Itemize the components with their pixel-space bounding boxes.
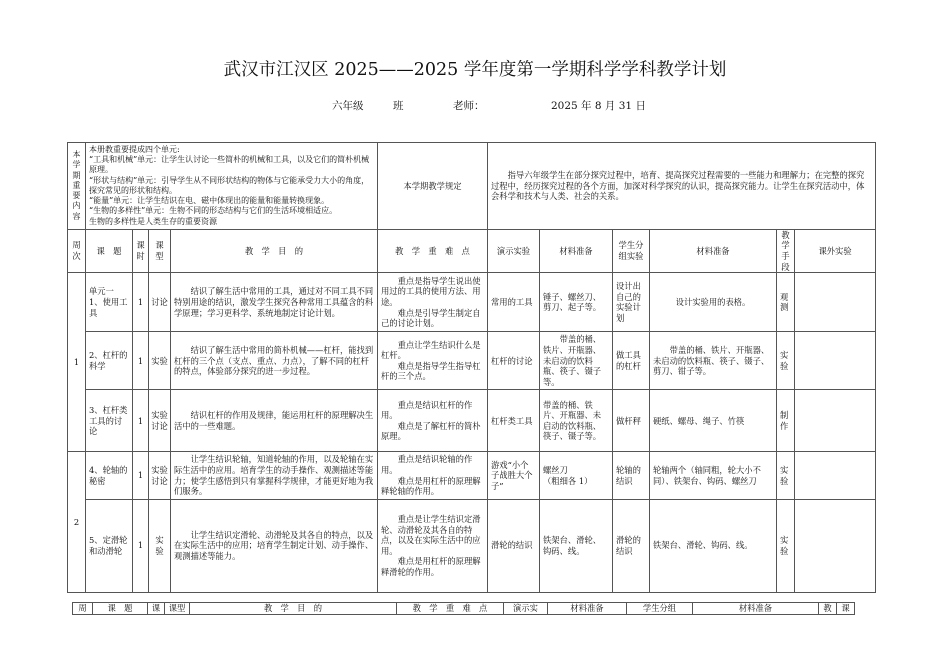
type-cell: 实验: [149, 499, 171, 592]
means-cell: 制作: [777, 390, 795, 452]
key-point: 难点是引导学生制定自己的讨论计划。: [381, 307, 481, 329]
header-week: 周次: [68, 229, 86, 272]
footer-header-cell: 教 学 重 难 点: [397, 603, 504, 615]
header-materials-2: 材料准备: [650, 229, 777, 272]
header-group-experiment: 学生分组实验: [613, 229, 650, 272]
table-row: [68, 499, 876, 592]
overview-label: 本学期重要内容: [68, 143, 86, 230]
extra-experiment-cell: [795, 390, 876, 452]
grade-label: 六年级: [332, 100, 364, 112]
header-hours: 课时: [133, 229, 149, 272]
extra-experiment-cell: [795, 499, 876, 592]
key-point: 难点是用杠杆的原理解释轮轴的作用。: [381, 475, 481, 497]
header-goal: 教 学 目 的: [171, 229, 378, 272]
footer-header-cell: 材料准备: [548, 603, 627, 615]
extra-experiment-cell: [795, 332, 876, 390]
hours-cell: 1: [133, 390, 149, 452]
footer-header-cell: 教 学 目 的: [190, 603, 397, 615]
overview-line: “能量”单元：让学生结识在电、磁中体现出的能量和能量转换现象。: [89, 196, 330, 206]
key-point: 重点是结识杠杆的作用。: [381, 399, 473, 421]
overview-row: [68, 143, 876, 230]
demo-cell: 游戏“小个子战胜大个子”: [488, 452, 540, 499]
goal-cell: 结识了解生活中常用的简朴机械——杠杆，能找到杠杆的三个点（支点、重点、力点），了解不同的杠杆的特点，体验部分探究的进一步过程。: [171, 332, 378, 390]
group-experiment-cell: 滑轮的结识: [613, 499, 650, 592]
key-points-cell: [378, 452, 488, 499]
type-cell: 实验讨论: [149, 452, 171, 499]
key-points-cell: [378, 390, 488, 452]
overview-line: “形状与结构”单元：引导学生从不同形状结构的物体与它能承受力大小的角度，探究常见的形状和结构。: [89, 175, 370, 195]
footer-header-cell: 周: [73, 603, 93, 615]
header-means: 教学手段: [777, 229, 795, 272]
overview-line: 生物的多样性是人类生存的重要资源: [89, 216, 217, 226]
hours-cell: 1: [133, 332, 149, 390]
footer-header-cell: 课 题: [93, 603, 148, 615]
key-point: 重点让学生结识什么是杠杆。: [381, 339, 481, 361]
topic-cell: 3、杠杆类工具的讨论: [86, 390, 133, 452]
goal-cell: 让学生结识定滑轮、动滑轮及其各自的特点，以及在实际生活中的应用；培育学生制定计划、动手操作、观测描述等能力。: [171, 499, 378, 592]
key-point: 难点是了解杠杆的简朴原理。: [381, 420, 481, 442]
footer-header-cell: 演示实: [504, 603, 548, 615]
key-points-cell: [378, 499, 488, 592]
overview-content: [86, 143, 378, 230]
type-cell: 讨论: [149, 273, 171, 332]
topic-cell: 2、杠杆的科学: [86, 332, 133, 390]
header-materials: 材料准备: [540, 229, 613, 272]
key-point: 重点是结识轮轴的作用。: [381, 454, 473, 475]
overview-line: “生物的多样性”单元：生物不同的形态结构与它们的生活环境相适应。: [89, 206, 338, 216]
teacher-label: 老师：: [453, 100, 485, 112]
topic-cell: 4、轮轴的秘密: [86, 452, 133, 499]
type-cell: 实验: [149, 332, 171, 390]
materials-cell: 锤子、螺丝刀、剪刀、起子等。: [540, 273, 613, 332]
group-experiment-cell: 做杆秤: [613, 390, 650, 452]
table-row: [68, 273, 876, 332]
key-points-cell: [378, 273, 488, 332]
extra-experiment-cell: [795, 273, 876, 332]
goal-cell: 结识杠杆的作用及规律，能运用杠杆的原理解决生活中的一些难题。: [171, 390, 378, 452]
materials-2-cell: 轮轴两个（轴同粗，轮大小不同）、铁架台、钩码、螺丝刀: [650, 452, 777, 499]
table-row: [68, 390, 876, 452]
group-experiment-cell: 轮轴的结识: [613, 452, 650, 499]
materials-cell: 铁架台、滑轮、钩码、线。: [540, 499, 613, 592]
materials-cell: 带盖的桶、铁片、开瓶器、未启动的饮料瓶、筷子、镊子等。: [540, 390, 613, 452]
demo-cell: 常用的工具: [488, 273, 540, 332]
footer-header-cell: 课: [148, 603, 165, 615]
header-key-points: 教 学 重 难 点: [378, 229, 488, 272]
footer-header-cell: 教: [819, 603, 837, 615]
key-point: 重点是让学生结识定滑轮、动滑轮及其各自的特点，以及在实际生活中的应用。: [381, 513, 481, 556]
footer-header-cell: 课: [837, 603, 855, 615]
materials-2-cell: 铁架台、滑轮、钩码、线。: [650, 499, 777, 592]
materials-cell: 带盖的桶、铁片、开瓶器、未启动的饮料瓶、筷子、镊子等。: [540, 332, 613, 390]
week-cell: 1: [68, 273, 86, 452]
means-cell: 观测: [777, 273, 795, 332]
goal-cell: 让学生结识轮轴，知道轮轴的作用，以及轮轴在实际生活中的应用。培育学生的动手操作、观测描述等能力；使学生感悟到只有掌握科学规律，才能更好地为我们服务。: [171, 452, 378, 499]
means-cell: 实验: [777, 452, 795, 499]
class-label: 班: [393, 100, 404, 112]
hours-cell: 1: [133, 452, 149, 499]
topic-cell: 单元一 1、使用工具: [86, 273, 133, 332]
means-cell: 实验: [777, 499, 795, 592]
goal-cell: 结识了解生活中常用的工具，通过对不同工具不同特别用途的结识，激发学生探究各种常用工具蕴含的科学原理；学习更科学、系统地制定讨论计划。: [171, 273, 378, 332]
materials-cell: 螺丝刀 （粗细各 1）: [540, 452, 613, 499]
next-page-header: [72, 602, 855, 615]
key-point: 难点是指导学生指导杠杆的三个点。: [381, 360, 481, 382]
next-page-header-row: [73, 603, 855, 615]
demo-cell: 杠杆类工具: [488, 390, 540, 452]
means-cell: 实验: [777, 332, 795, 390]
hours-cell: 1: [133, 273, 149, 332]
teaching-requirement-label: 本学期教学规定: [378, 143, 488, 230]
key-points-cell: [378, 332, 488, 390]
demo-cell: 滑轮的结识: [488, 499, 540, 592]
extra-experiment-cell: [795, 452, 876, 499]
type-cell: 实验讨论: [149, 390, 171, 452]
overview-line: 本册教重要提成四个单元:: [89, 145, 180, 154]
date-label: 2025 年 8 月 31 日: [551, 100, 646, 112]
key-point: 重点是指导学生说出使用过的工具的使用方法、用途。: [381, 275, 481, 307]
group-experiment-cell: 设计出自己的实验计划: [613, 273, 650, 332]
table-row: [68, 452, 876, 499]
table-row: [68, 332, 876, 390]
group-experiment-cell: 做工具的杠杆: [613, 332, 650, 390]
footer-header-cell: 课型: [165, 603, 190, 615]
footer-header-cell: 材料准备: [693, 603, 819, 615]
topic-cell: 5、定滑轮和动滑轮: [86, 499, 133, 592]
header-demo: 演示实验: [488, 229, 540, 272]
materials-2-cell: 硬纸、螺母、绳子、竹筷: [650, 390, 777, 452]
header-type: 课型: [149, 229, 171, 272]
plan-table: [67, 142, 876, 593]
header-extra-experiment: 课外实验: [795, 229, 876, 272]
table-header-row: [68, 229, 876, 272]
header-topic: 课 题: [86, 229, 133, 272]
hours-cell: 1: [133, 499, 149, 592]
materials-2-cell: 设计实验用的表格。: [650, 273, 777, 332]
materials-2-cell: 带盖的桶、铁片、开瓶器、未启动的饮料瓶、筷子、镊子、剪刀、钳子等。: [650, 332, 777, 390]
demo-cell: 杠杆的讨论: [488, 332, 540, 390]
teaching-requirement-text: 指导六年级学生在部分探究过程中，培育、提高探究过程需要的一些能力和理解力；在完整的探究过程中，经历探究过程的各个方面，加深对科学探究的认识，提高探究能力。让学生在探究活动中，体会科学和技术与人类、社会的关系。: [488, 143, 876, 230]
key-point: 难点是用杠杆的原理解释滑轮的作用。: [381, 556, 481, 578]
page-title: 武汉市江汉区 2025——2025 学年度第一学期科学学科教学计划: [223, 60, 727, 80]
week-cell: 2: [68, 452, 86, 592]
overview-line: “工具和机械”单元：让学生认讨论一些简朴的机械和工具，以及它们的简朴机械原理。: [89, 155, 370, 175]
footer-header-cell: 学生分组: [627, 603, 693, 615]
